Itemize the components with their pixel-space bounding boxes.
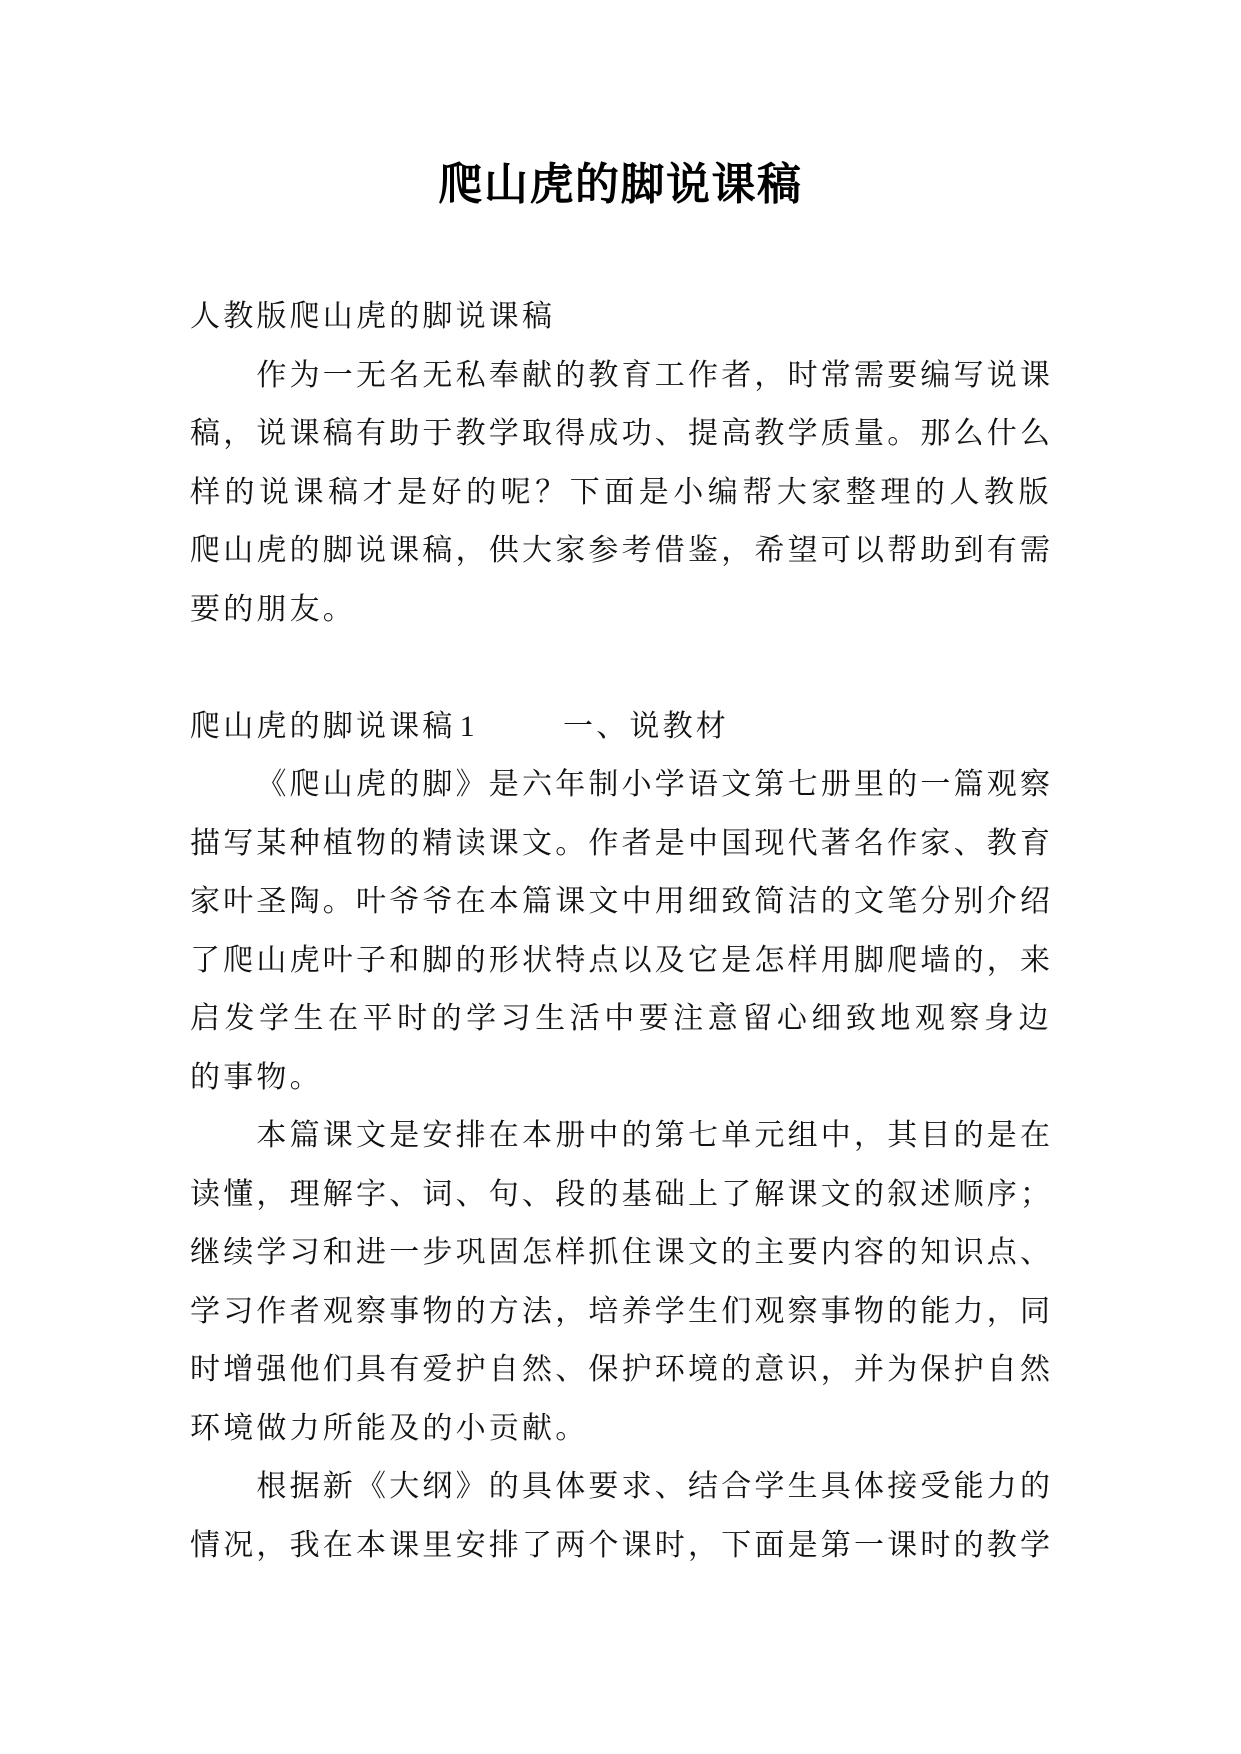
- section-heading: [190, 698, 1060, 757]
- paragraph-line: 描写某种植物的精读课文。作者是中国现代著名作家、教育: [190, 826, 1054, 860]
- paragraph-line: 环境做力所能及的小贡献。: [190, 1411, 589, 1445]
- intro-paragraph: [190, 347, 1060, 640]
- paragraph-line: 本篇课文是安排在本册中的第七单元组中，其目的是在: [256, 1119, 1054, 1152]
- paragraph-line: 读懂，理解字、词、句、段的基础上了解课文的叙述顺序；: [190, 1177, 1054, 1211]
- section-paragraph-2: [190, 1107, 1060, 1458]
- paragraph-line: 爬山虎的脚说课稿，供大家参考借鉴，希望可以帮助到有需: [190, 534, 1054, 567]
- section-subheading: 一、说教材: [563, 709, 729, 743]
- paragraph-line: 继续学习和进一步巩固怎样抓住课文的主要内容的知识点、: [190, 1236, 1054, 1269]
- paragraph-line: 作为一无名无私奉献的教育工作者，时常需要编写说课: [256, 358, 1054, 392]
- paragraph-line: 稿，说课稿有助于教学取得成功、提高教学质量。那么什么: [190, 417, 1054, 450]
- paragraph-line: 情况，我在本课里安排了两个课时，下面是第一课时的教学: [190, 1528, 1054, 1562]
- paragraph-line: 家叶圣陶。叶爷爷在本篇课文中用细致简洁的文笔分别介绍: [190, 885, 1054, 918]
- paragraph-line: 要的朋友。: [190, 592, 356, 626]
- paragraph-line: 样的说课稿才是好的呢？下面是小编帮大家整理的人教版: [190, 475, 1053, 509]
- paragraph-spacer: [190, 639, 1060, 698]
- section-number: 1: [459, 709, 478, 743]
- paragraph-line: 根据新《大纲》的具体要求、结合学生具体接受能力的: [256, 1470, 1054, 1503]
- paragraph-line: 时增强他们具有爱护自然、保护环境的意识，并为保护自然: [190, 1353, 1054, 1386]
- section-paragraph-1: [190, 756, 1060, 1107]
- document-body: [190, 288, 1060, 1575]
- section-paragraph-3: [190, 1458, 1060, 1575]
- paragraph-line: 启发学生在平时的学习生活中要注意留心细致地观察身边: [190, 1002, 1053, 1035]
- document-title: 爬山虎的脚说课稿: [438, 160, 803, 209]
- document-subtitle: 人教版爬山虎的脚说课稿: [190, 300, 556, 333]
- paragraph-line: 学习作者观察事物的方法，培养学生们观察事物的能力，同: [190, 1294, 1054, 1328]
- section-title: 爬山虎的脚说课稿: [190, 709, 456, 743]
- paragraph-line: 了爬山虎叶子和脚的形状特点以及它是怎样用脚爬墙的，来: [190, 943, 1054, 977]
- paragraph-line: 的事物。: [190, 1060, 323, 1094]
- paragraph-line: 《爬山虎的脚》是六年制小学语文第七册里的一篇观察: [256, 768, 1054, 801]
